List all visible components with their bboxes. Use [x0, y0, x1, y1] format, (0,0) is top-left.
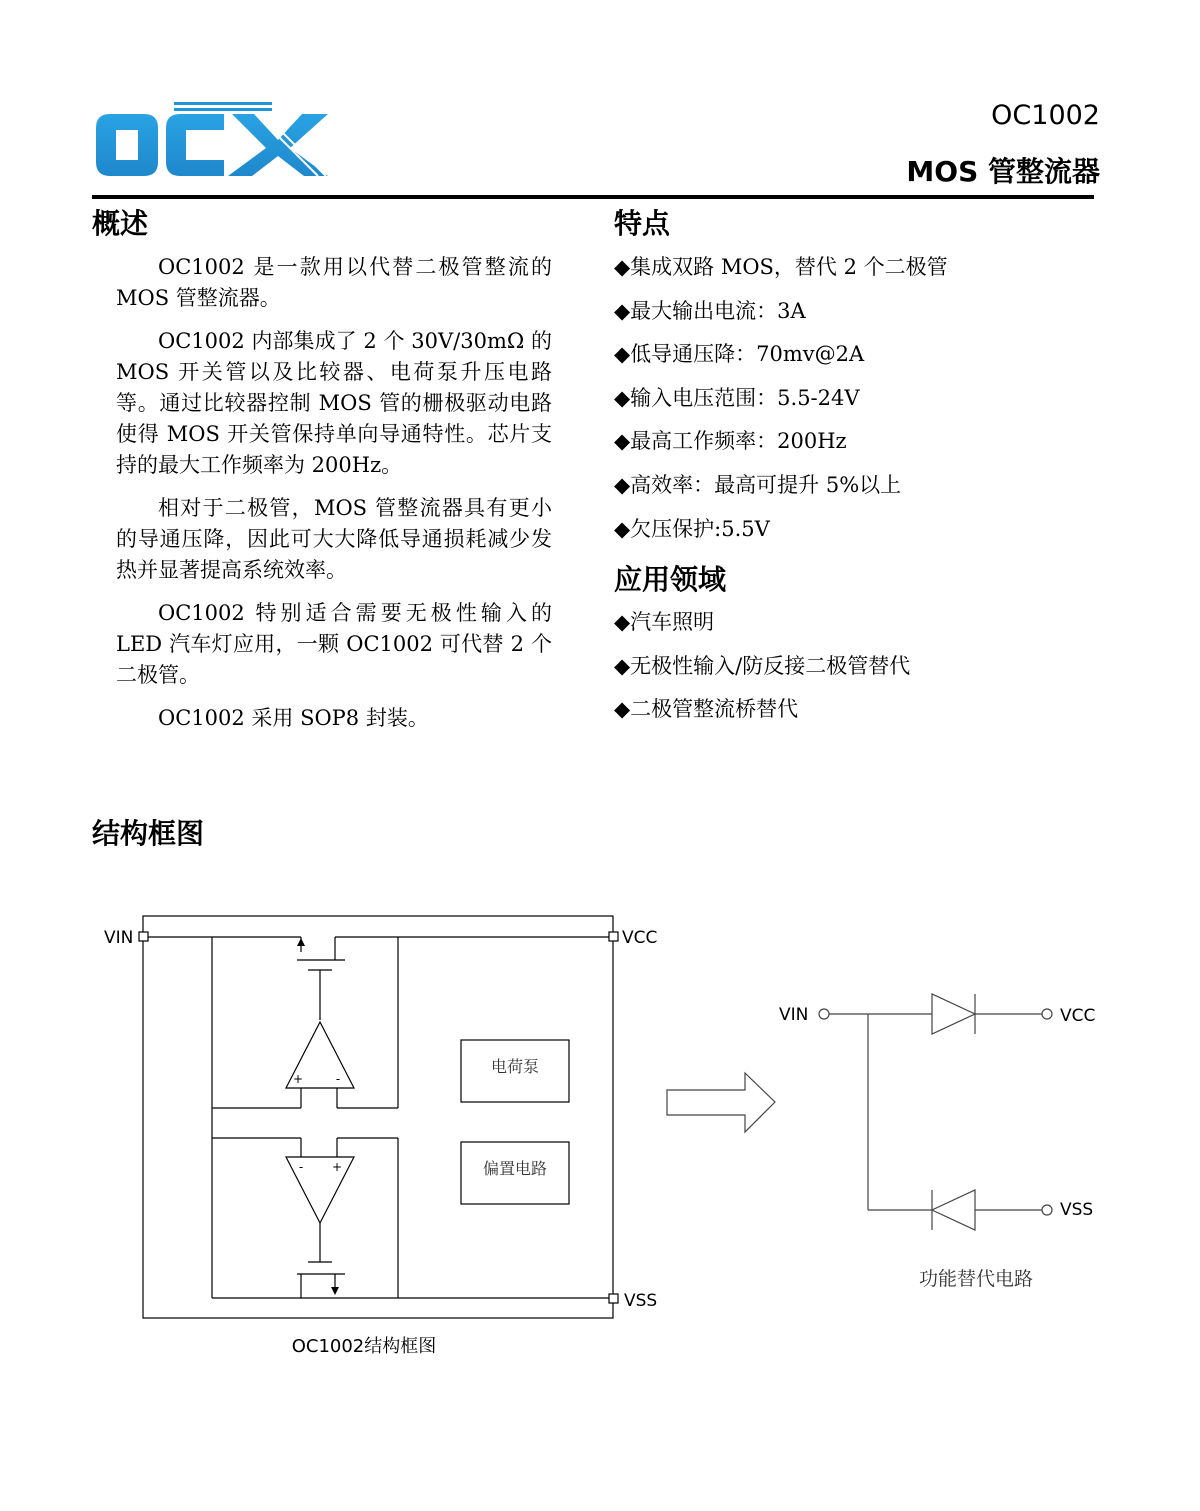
overview-paragraph: 相对于二极管，MOS 管整流器具有更小的导通压降，因此可大大降低导通损耗减少发热并显著提高系统效率。 [116, 496, 552, 582]
header-divider [92, 195, 1094, 199]
features-title: 特点 [614, 207, 671, 240]
ocx-logo [92, 100, 332, 180]
equivalent-vcc-label: VCC [1060, 1006, 1096, 1026]
overview-paragraph: OC1002 内部集成了 2 个 30V/30mΩ 的 MOS 开关管以及比较器、电荷泵升压电路等。通过比较器控制 MOS 管的栅极驱动电路使得 MOS 开关管保持单向导通特性。芯片支持的最大工作频率为 200Hz。 [116, 329, 552, 477]
overview-paragraph: OC1002 是一款用以代替二极管整流的 MOS 管整流器。 [116, 255, 552, 310]
lower-comparator-plus: + [331, 1160, 343, 1174]
lower-comparator-minus: - [298, 1160, 304, 1174]
block-diagram-title: 结构框图 [92, 817, 205, 850]
charge-pump-label: 电荷泵 [490, 1057, 540, 1076]
equivalent-circuit-caption: 功能替代电路 [918, 1268, 1034, 1290]
bullet-icon: ◆ [614, 653, 631, 678]
transform-arrow-icon [667, 1073, 775, 1132]
vcc-label: VCC [622, 928, 658, 948]
bullet-icon: ◆ [614, 385, 631, 410]
feature-item: ◆输入电压范围：5.5-24V [614, 385, 860, 410]
feature-item: ◆集成双路 MOS，替代 2 个二极管 [614, 255, 948, 279]
vss-pin [609, 1294, 618, 1303]
applications-list [614, 607, 910, 738]
bullet-icon: ◆ [614, 429, 631, 454]
bullet-icon: ◆ [614, 472, 631, 497]
chip-outline [143, 916, 613, 1318]
feature-item: ◆最大输出电流：3A [614, 298, 806, 323]
overview-title: 概述 [92, 207, 149, 240]
applications-title: 应用领域 [614, 563, 727, 596]
bullet-icon: ◆ [614, 342, 631, 367]
feature-item: ◆低导通压降：70mv@2A [614, 342, 865, 367]
lower-comparator [286, 1157, 354, 1223]
vin-label: VIN [104, 928, 134, 948]
application-item: ◆汽车照明 [614, 610, 715, 634]
application-item: ◆二极管整流桥替代 [614, 697, 799, 722]
vss-label: VSS [624, 1291, 658, 1311]
part-number: OC1002 [991, 100, 1100, 131]
vcc-pin [609, 932, 618, 941]
upper-diode-icon [932, 994, 975, 1034]
equivalent-vin-label: VIN [779, 1005, 809, 1025]
feature-item: ◆欠压保护:5.5V [614, 516, 770, 541]
bias-circuit-label: 偏置电路 [482, 1159, 548, 1178]
upper-comparator-plus: + [292, 1072, 304, 1086]
bullet-icon: ◆ [614, 298, 631, 323]
logo-letter-o [96, 114, 158, 176]
arrow-icon [297, 938, 305, 946]
block-diagram-caption: OC1002结构框图 [291, 1336, 437, 1357]
product-title: MOS 管整流器 [906, 155, 1100, 188]
logo-letter-c [166, 114, 224, 176]
arrow-icon [331, 1287, 339, 1295]
overview-body [116, 252, 552, 746]
logo-letter-x [228, 114, 328, 176]
block-diagram [0, 880, 1200, 1400]
lower-diode-icon [932, 1190, 975, 1230]
application-item: ◆无极性输入/防反接二极管替代 [614, 653, 911, 678]
feature-item: ◆高效率：最高可提升 5%以上 [614, 472, 902, 497]
bullet-icon: ◆ [614, 697, 631, 722]
upper-comparator-minus: - [335, 1072, 341, 1086]
bullet-icon: ◆ [614, 255, 631, 279]
overview-paragraph: OC1002 特别适合需要无极性输入的 LED 汽车灯应用，一颗 OC1002 可代替 2 个二极管。 [116, 601, 552, 687]
bullet-icon: ◆ [614, 610, 631, 634]
bullet-icon: ◆ [614, 516, 631, 541]
feature-item: ◆最高工作频率：200Hz [614, 429, 847, 454]
vin-pin [139, 932, 148, 941]
equivalent-vss-label: VSS [1060, 1200, 1094, 1220]
features-list [614, 252, 948, 557]
overview-paragraph: OC1002 采用 SOP8 封装。 [158, 706, 429, 730]
